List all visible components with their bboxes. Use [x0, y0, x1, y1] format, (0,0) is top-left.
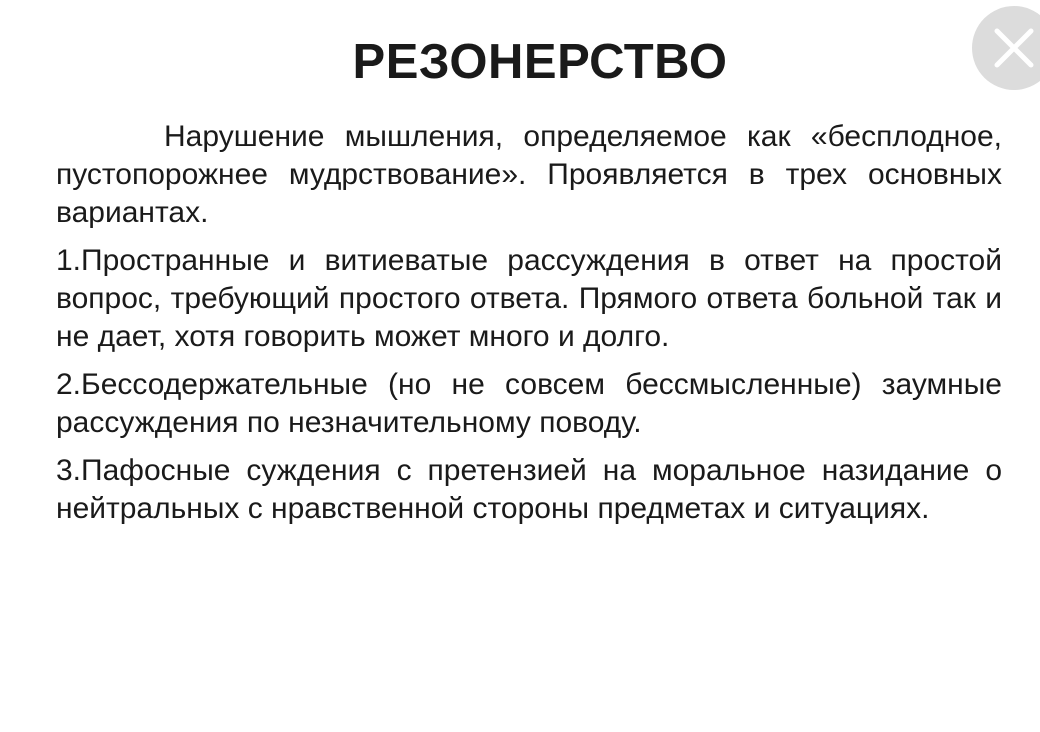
paragraph-variant-2: 2.Бессодержательные (но не совсем бессмысленные) заумные рассуждения по незначительному поводу.: [56, 368, 1002, 439]
slide-title: РЕЗОНЕРСТВО: [352, 35, 728, 89]
close-icon: [994, 28, 1034, 68]
paragraph-variant-1: 1.Пространные и витиеватые рассуждения в ответ на простой вопрос, требующий простого ответа. Прямого ответа больной так и не дает, хотя говорить может много и долго.: [56, 244, 1002, 353]
paragraph-definition: Нарушение мышления, определяемое как «бесплодное, пустопорожнее мудрствование». Проявляется в трех основных вариантах.: [56, 120, 1002, 229]
slide-body: [56, 118, 1002, 538]
paragraph-variant-3: 3.Пафосные суждения с претензией на моральное назидание о нейтральных с нравственной стороны предметах и ситуациях.: [56, 454, 1002, 525]
